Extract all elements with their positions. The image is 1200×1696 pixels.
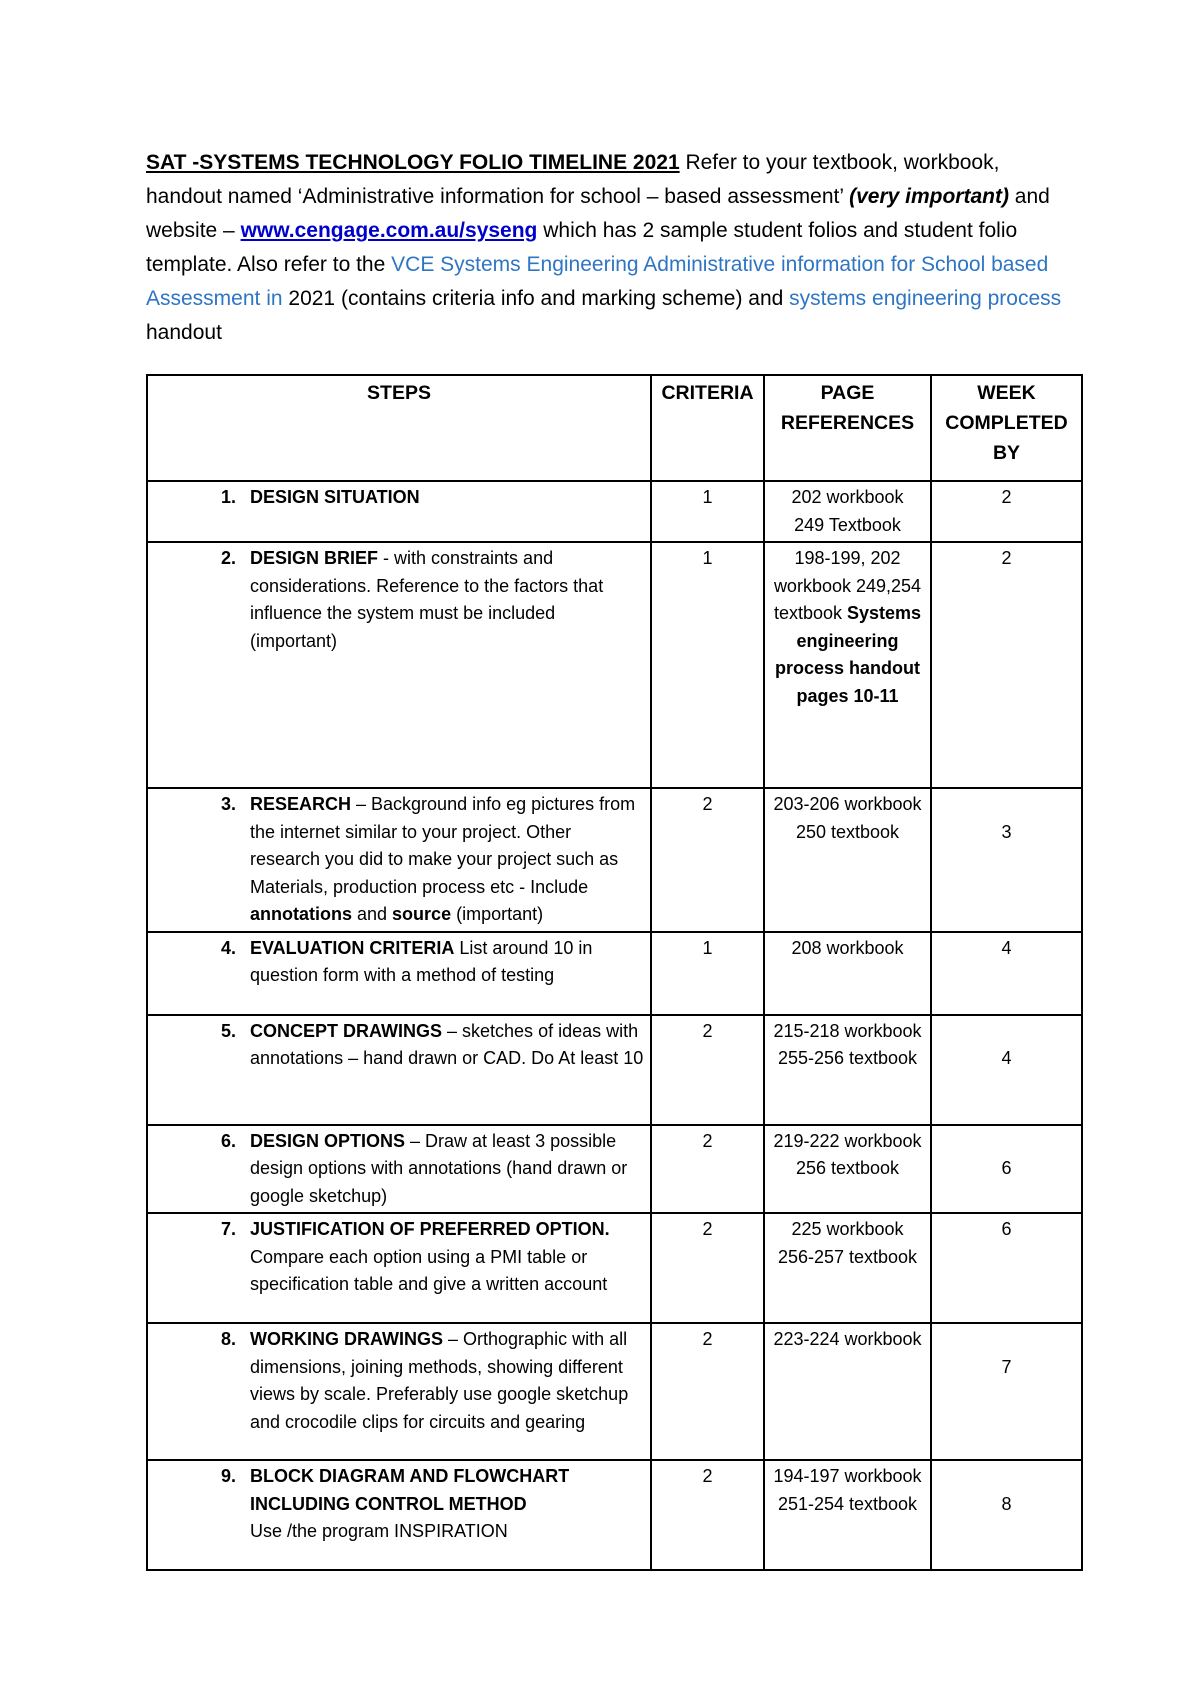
very-important-note: (very important)	[849, 185, 1009, 208]
table-row: 8. WORKING DRAWINGS – Orthographic with all dimensions, joining methods, showing different views by scale. Preferably use google sketchup and crocodile clips for circuits and gearing 2 223-224 workbook 7	[147, 1323, 1082, 1460]
criteria-cell: 1	[651, 481, 764, 542]
criteria-cell: 2	[651, 1125, 764, 1214]
page-ref-cell: 194-197 workbook 251-254 textbook	[764, 1460, 931, 1570]
step-heading: BLOCK DIAGRAM AND FLOWCHART INCLUDING CONTROL METHOD	[250, 1466, 570, 1514]
week-cell: 8	[931, 1460, 1082, 1570]
page-ref-cell: 215-218 workbook 255-256 textbook	[764, 1015, 931, 1125]
table-row: 2. DESIGN BRIEF - with constraints and considerations. Reference to the factors that influence the system must be included (important) 1 198-199, 202 workbook 249,254 textbook Systems engineering process handout pages 10-11 2	[147, 542, 1082, 788]
header-page-references: PAGE REFERENCES	[764, 375, 931, 481]
page-ref-cell: 225 workbook 256-257 textbook	[764, 1213, 931, 1323]
week-cell: 3	[931, 788, 1082, 932]
week-cell: 7	[931, 1323, 1082, 1460]
table-header-row	[147, 375, 1082, 481]
document-title: SAT -SYSTEMS TECHNOLOGY FOLIO TIMELINE 2021	[146, 151, 680, 174]
week-cell: 6	[931, 1125, 1082, 1214]
header-week-completed: WEEK COMPLETED BY	[931, 375, 1082, 481]
step-heading: DESIGN SITUATION	[250, 487, 420, 507]
table-row: 7. JUSTIFICATION OF PREFERRED OPTION. Compare each option using a PMI table or specification table and give a written account 2 225 workbook 256-257 textbook 6	[147, 1213, 1082, 1323]
website-link[interactable]: www.cengage.com.au/syseng	[240, 219, 538, 242]
header-steps: STEPS	[147, 375, 651, 481]
table-row: 9. BLOCK DIAGRAM AND FLOWCHART INCLUDING CONTROL METHOD Use /the program INSPIRATION 2 194-197 workbook 251-254 textbook 8	[147, 1460, 1082, 1570]
table-row: 5. CONCEPT DRAWINGS – sketches of ideas with annotations – hand drawn or CAD. Do At least 10 2 215-218 workbook 255-256 textbook 4	[147, 1015, 1082, 1125]
process-handout-reference: systems engineering process	[789, 287, 1062, 310]
page-ref-cell: 198-199, 202 workbook 249,254 textbook Systems engineering process handout pages 10-11	[764, 542, 931, 788]
step-heading: DESIGN OPTIONS	[250, 1130, 406, 1151]
page-ref-cell: 203-206 workbook 250 textbook	[764, 788, 931, 932]
table-row: 1. DESIGN SITUATION 1 202 workbook 249 Textbook 2	[147, 481, 1082, 542]
intro-paragraph: SAT -SYSTEMS TECHNOLOGY FOLIO TIMELINE 2021 Refer to your textbook, workbook, handout named ‘Administrative information for school – based assessment’ (very important) and website – www.cengage.com.au/syseng which has 2 sample student folios and student folio template. Also refer to the VCE Systems Engineering Administrative information for School based Assessment in 2021 (contains criteria info and marking scheme) and systems engineering process handout	[146, 151, 1062, 344]
criteria-cell: 2	[651, 1015, 764, 1125]
week-cell: 4	[931, 932, 1082, 1015]
page-ref-cell: 208 workbook	[764, 932, 931, 1015]
step-heading: CONCEPT DRAWINGS	[250, 1020, 443, 1041]
page-ref-cell: 219-222 workbook 256 textbook	[764, 1125, 931, 1214]
page-ref-cell: 202 workbook 249 Textbook	[764, 481, 931, 542]
criteria-cell: 1	[651, 932, 764, 1015]
step-heading: JUSTIFICATION OF PREFERRED OPTION.	[250, 1219, 610, 1239]
table-row: 3. RESEARCH – Background info eg pictures from the internet similar to your project. Other research you did to make your project such as Materials, production process etc - Include annotations and source (important) 2 203-206 workbook 250 textbook 3	[147, 788, 1082, 932]
week-cell: 2	[931, 481, 1082, 542]
week-cell: 4	[931, 1015, 1082, 1125]
table-row: 6. DESIGN OPTIONS – Draw at least 3 possible design options with annotations (hand drawn or google sketchup) 2 219-222 workbook 256 textbook 6	[147, 1125, 1082, 1214]
step-heading: DESIGN BRIEF	[250, 548, 379, 568]
page-ref-cell: 223-224 workbook	[764, 1323, 931, 1460]
folio-timeline-table	[146, 374, 1083, 1571]
table-row: 4. EVALUATION CRITERIA List around 10 in question form with a method of testing 1 208 workbook 4	[147, 932, 1082, 1015]
week-cell: 6	[931, 1213, 1082, 1323]
vce-admin-reference: VCE Systems Engineering Administrative information for School based Assessment in	[146, 253, 1049, 310]
step-heading: RESEARCH	[250, 794, 352, 814]
criteria-cell: 2	[651, 788, 764, 932]
step-heading: WORKING DRAWINGS	[250, 1329, 443, 1349]
header-criteria: CRITERIA	[651, 375, 764, 481]
criteria-cell: 2	[651, 1460, 764, 1570]
step-heading: EVALUATION CRITERIA	[250, 937, 455, 958]
criteria-cell: 2	[651, 1213, 764, 1323]
criteria-cell: 1	[651, 542, 764, 788]
week-cell: 2	[931, 542, 1082, 788]
criteria-cell: 2	[651, 1323, 764, 1460]
